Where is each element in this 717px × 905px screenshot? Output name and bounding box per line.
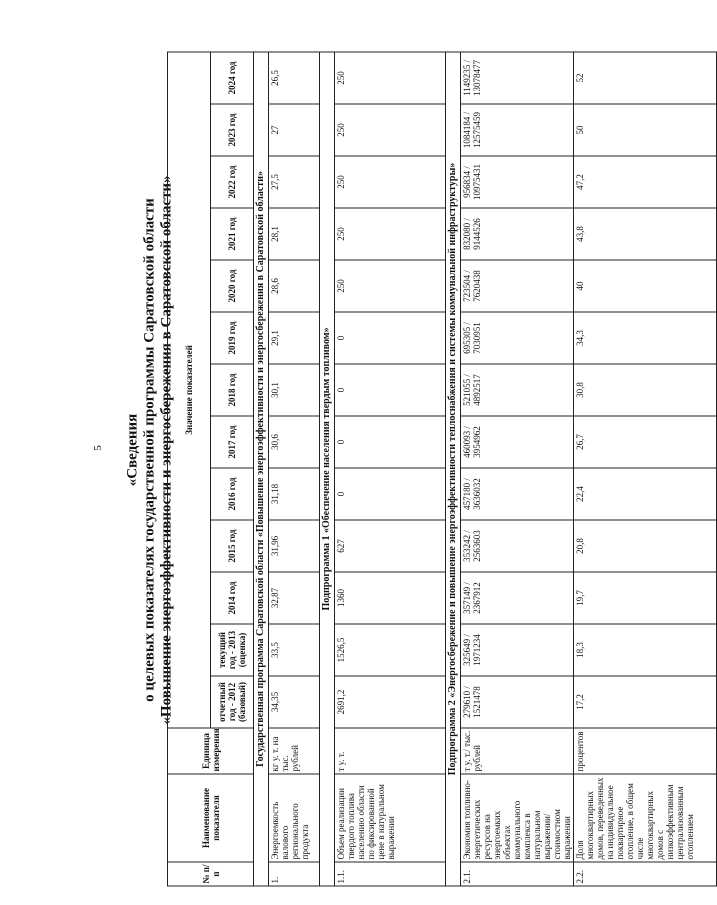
row-value: 31,18 bbox=[269, 468, 320, 520]
row-indicator-name: Экономия топливно-энергетических ресурсов на энергоемких объектах коммунального комплекса в натуральном выражении/ стоимостном выражении bbox=[461, 774, 574, 862]
heading-line-3: «Повышение энергоэффективности и энергосбережения в Саратовской области» bbox=[158, 175, 175, 725]
row-value: 34,3 bbox=[574, 312, 717, 364]
heading-line-2: о целевых показателях государственной программы Саратовской области bbox=[141, 198, 158, 702]
row-value: 460093 / 3954962 bbox=[461, 416, 574, 468]
row-unit: процентов bbox=[574, 728, 717, 774]
header-year: 2023 год bbox=[211, 104, 254, 156]
row-number: 2.1. bbox=[461, 862, 574, 886]
row-value: 457180 / 3636032 bbox=[461, 468, 574, 520]
row-value: 1526,5 bbox=[335, 624, 446, 676]
indicators-table-container bbox=[167, 52, 695, 887]
row-value: 1149235 / 13078477 bbox=[461, 52, 574, 104]
row-value: 250 bbox=[335, 104, 446, 156]
row-value: 357149 / 2367912 bbox=[461, 572, 574, 624]
row-value: 40 bbox=[574, 260, 717, 312]
row-indicator-name: Доля многоквартирных домов, переведенных на индивидуальное поквартирное отопление, в общем числе многоквартирных домов с низкоэффективным централизованным отоплением bbox=[574, 774, 717, 862]
section-row-program bbox=[254, 52, 269, 886]
header-values-group: Значение показателей bbox=[168, 52, 211, 728]
row-value: 30,6 bbox=[269, 416, 320, 468]
row-value: 627 bbox=[335, 520, 446, 572]
section-title: Государственная программа Саратовской области «Повышение энергоэффективности и энергосбережения в Саратовской области» bbox=[254, 52, 269, 886]
header-year: 2024 год bbox=[211, 52, 254, 104]
row-value: 0 bbox=[335, 312, 446, 364]
row-value: 31,96 bbox=[269, 520, 320, 572]
row-value: 1084184 / 12575459 bbox=[461, 104, 574, 156]
header-year: 2014 год bbox=[211, 572, 254, 624]
row-indicator-name: Энергоемкость валового регионального продукта bbox=[269, 774, 320, 862]
section-title: Подпрограмма 1 «Обеспечение населения твердым топливом» bbox=[320, 52, 335, 886]
row-value: 0 bbox=[335, 364, 446, 416]
row-value: 325649 / 1971234 bbox=[461, 624, 574, 676]
table-header-row bbox=[168, 52, 211, 886]
row-value: 17,2 bbox=[574, 676, 717, 728]
row-value: 250 bbox=[335, 52, 446, 104]
row-value: 29,1 bbox=[269, 312, 320, 364]
row-value: 30,8 bbox=[574, 364, 717, 416]
row-value: 32,87 bbox=[269, 572, 320, 624]
row-value: 19,7 bbox=[574, 572, 717, 624]
indicators-table bbox=[167, 51, 717, 886]
row-value: 0 bbox=[335, 416, 446, 468]
row-unit: кг у. т. на тыс. рублей bbox=[269, 728, 320, 774]
row-number: 1. bbox=[269, 862, 320, 886]
row-value: 26,7 bbox=[574, 416, 717, 468]
table-row bbox=[335, 52, 446, 886]
header-year: 2016 год bbox=[211, 468, 254, 520]
row-value: 30,1 bbox=[269, 364, 320, 416]
row-value: 521055 / 4892517 bbox=[461, 364, 574, 416]
row-value: 47,2 bbox=[574, 156, 717, 208]
row-value: 27 bbox=[269, 104, 320, 156]
row-value: 26,5 bbox=[269, 52, 320, 104]
row-value: 28,6 bbox=[269, 260, 320, 312]
row-value: 28,1 bbox=[269, 208, 320, 260]
header-year: 2015 год bbox=[211, 520, 254, 572]
header-year: 2017 год bbox=[211, 416, 254, 468]
row-value: 52 bbox=[574, 52, 717, 104]
row-value: 0 bbox=[335, 468, 446, 520]
row-value: 250 bbox=[335, 156, 446, 208]
row-value: 27,5 bbox=[269, 156, 320, 208]
row-indicator-name: Объем реализации твердого топлива населению области по фиксированной цене в натуральном выражении bbox=[335, 774, 446, 862]
row-value: 34,35 bbox=[269, 676, 320, 728]
row-value: 1360 bbox=[335, 572, 446, 624]
row-value: 250 bbox=[335, 208, 446, 260]
row-number: 2.2. bbox=[574, 862, 717, 886]
row-value: 695305 / 7030951 bbox=[461, 312, 574, 364]
table-row bbox=[574, 52, 717, 886]
section-row-subprogram-2 bbox=[446, 52, 461, 886]
row-value: 353242 / 2563603 bbox=[461, 520, 574, 572]
header-unit: Единица измерения bbox=[168, 728, 254, 774]
row-unit: т у. т. bbox=[335, 728, 446, 774]
row-value: 33,5 bbox=[269, 624, 320, 676]
row-value: 20,8 bbox=[574, 520, 717, 572]
header-year: 2018 год bbox=[211, 364, 254, 416]
section-title: Подпрограмма 2 «Энергосбережение и повышение энергоэффективности теплоснабжения и системы коммунальной инфраструктуры» bbox=[446, 52, 461, 886]
header-year: 2020 год bbox=[211, 260, 254, 312]
table-row bbox=[269, 52, 320, 886]
row-number: 1.1. bbox=[335, 862, 446, 886]
header-year: 2022 год bbox=[211, 156, 254, 208]
row-value: 723504 / 7620438 bbox=[461, 260, 574, 312]
header-year: текущий год - 2013 (оценка) bbox=[211, 624, 254, 676]
row-value: 832080 / 9144526 bbox=[461, 208, 574, 260]
row-value: 50 bbox=[574, 104, 717, 156]
heading-line-1: «Сведения bbox=[124, 413, 141, 487]
row-value: 2691,2 bbox=[335, 676, 446, 728]
header-number: № п/п bbox=[168, 862, 254, 886]
table-row bbox=[461, 52, 574, 886]
header-indicator-name: Наименование показателя bbox=[168, 774, 254, 862]
row-value: 250 bbox=[335, 260, 446, 312]
header-year: 2019 год bbox=[211, 312, 254, 364]
header-year: отчетный год - 2012 (базовый) bbox=[211, 676, 254, 728]
row-value: 43,8 bbox=[574, 208, 717, 260]
page-number: 5 bbox=[92, 445, 104, 451]
row-value: 279610 / 1521478 bbox=[461, 676, 574, 728]
row-value: 18,3 bbox=[574, 624, 717, 676]
row-value: 956834 / 10975431 bbox=[461, 156, 574, 208]
row-value: 22,4 bbox=[574, 468, 717, 520]
header-year: 2021 год bbox=[211, 208, 254, 260]
row-unit: т у. т./ тыс. рублей bbox=[461, 728, 574, 774]
section-row-subprogram-1 bbox=[320, 52, 335, 886]
